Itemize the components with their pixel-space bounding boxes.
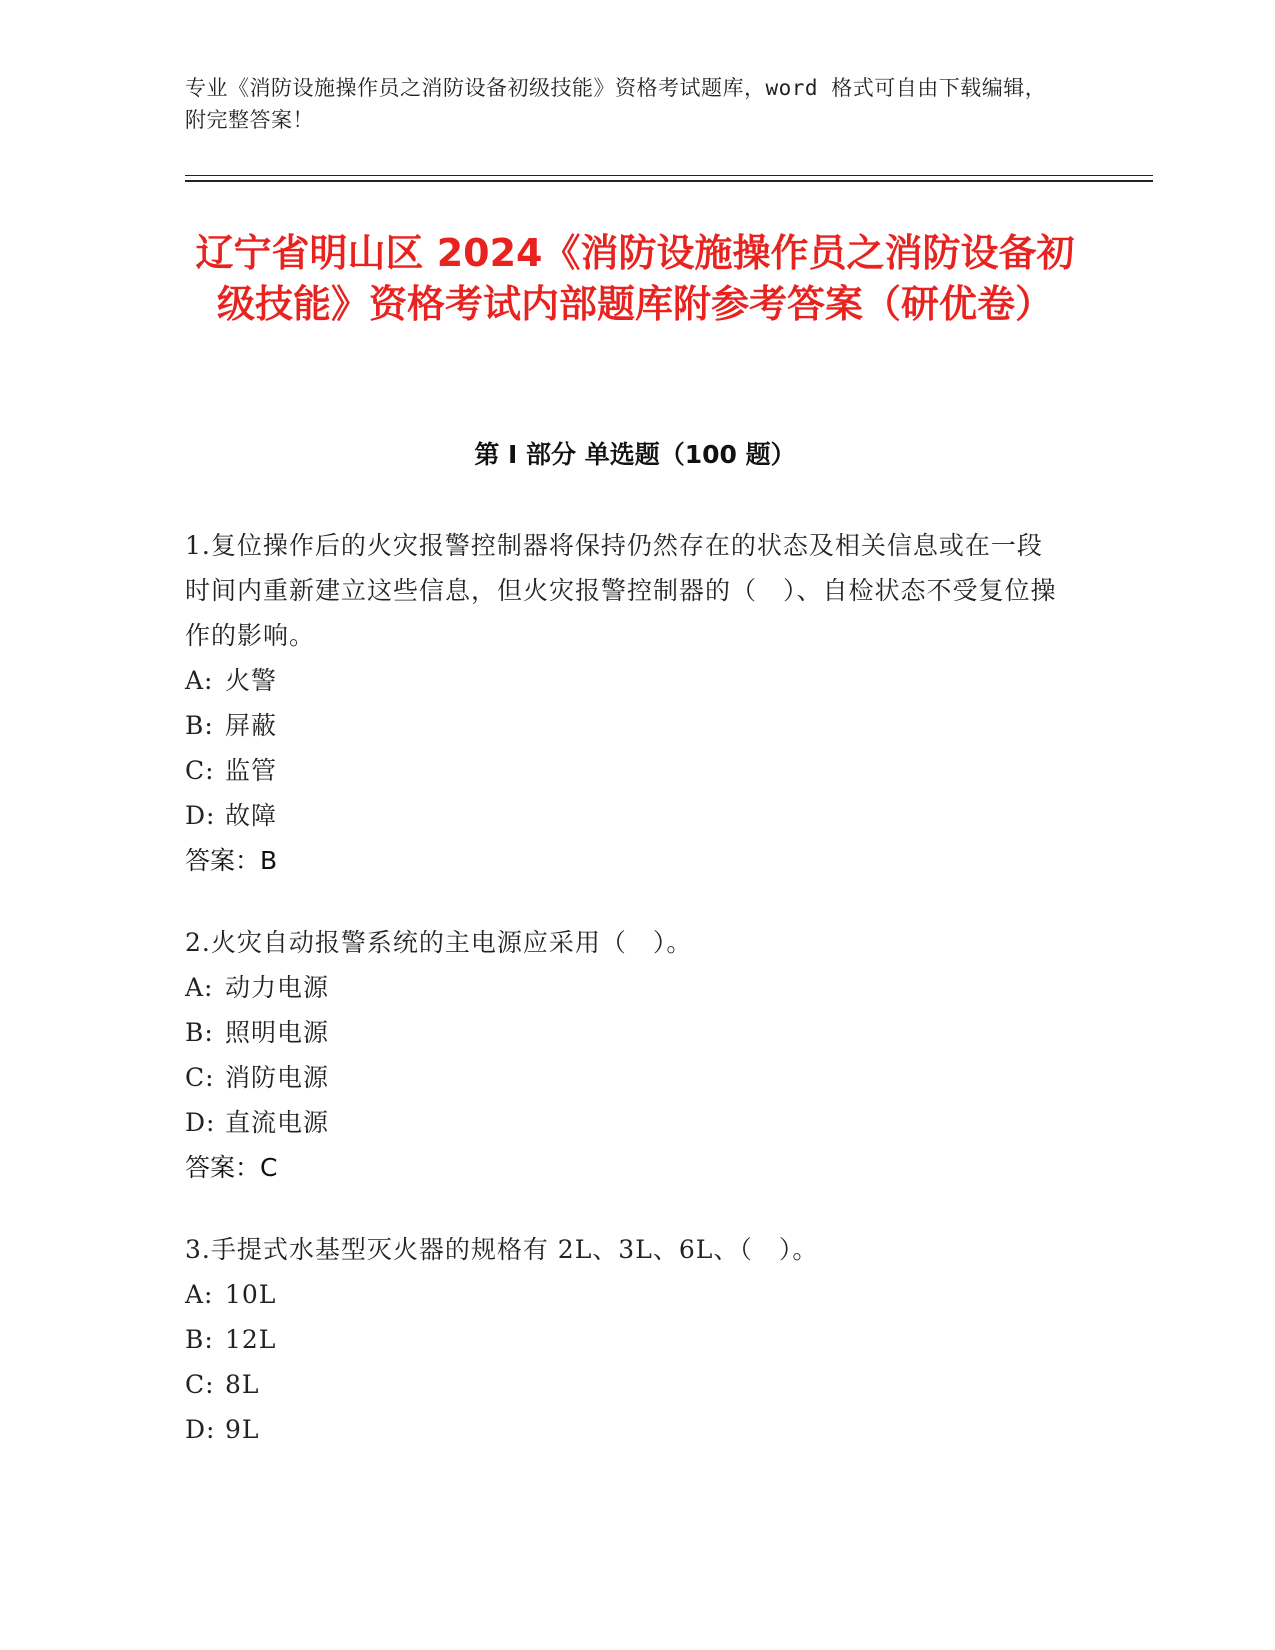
option-a (185, 965, 1065, 1010)
option-key: A: (185, 1280, 214, 1309)
option-key: D: (185, 1415, 216, 1444)
answer: 答案：C (185, 1153, 278, 1182)
option-text: 10L (225, 1280, 277, 1309)
option-text: 火警 (225, 666, 278, 695)
question-text: 2.火灾自动报警系统的主电源应采用（ ）。 (185, 928, 693, 957)
question-list (185, 523, 1065, 1489)
header-note: 专业《消防设施操作员之消防设备初级技能》资格考试题库，word 格式可自由下载编辑，附完整答案！ (185, 76, 1047, 132)
header-divider-thin (185, 175, 1153, 176)
option-text: 监管 (225, 756, 278, 785)
option-text: 动力电源 (225, 973, 330, 1002)
option-text: 12L (225, 1325, 277, 1354)
option-key: B: (185, 1018, 214, 1047)
document-title: 辽宁省明山区 2024《消防设施操作员之消防设备初级技能》资格考试内部题库附参考答案（研优卷） (195, 231, 1075, 326)
option-key: C: (185, 1063, 215, 1092)
option-key: C: (185, 1370, 215, 1399)
option-b (185, 1010, 1065, 1055)
option-d (185, 793, 1065, 838)
option-b (185, 703, 1065, 748)
option-key: B: (185, 1325, 214, 1354)
answer: 答案：B (185, 846, 278, 875)
option-key: A: (185, 973, 214, 1002)
option-c (185, 1055, 1065, 1100)
option-key: D: (185, 801, 216, 830)
question-text: 3.手提式水基型灭火器的规格有 2L、3L、6L、（ ）。 (185, 1235, 819, 1264)
option-d (185, 1100, 1065, 1145)
question-text: 1.复位操作后的火灾报警控制器将保持仍然存在的状态及相关信息或在一段时间内重新建立这些信息，但火灾报警控制器的（ ）、自检状态不受复位操作的影响。 (185, 531, 1057, 650)
option-key: A: (185, 666, 214, 695)
option-key: C: (185, 756, 215, 785)
option-text: 故障 (225, 801, 278, 830)
option-key: B: (185, 711, 214, 740)
option-b (185, 1317, 1065, 1362)
option-a (185, 1272, 1065, 1317)
option-c (185, 1362, 1065, 1407)
option-a (185, 658, 1065, 703)
option-text: 消防电源 (225, 1063, 330, 1092)
question-2 (185, 920, 1065, 1190)
question-1 (185, 523, 1065, 883)
option-c (185, 748, 1065, 793)
option-text: 9L (225, 1415, 260, 1444)
option-text: 直流电源 (225, 1108, 330, 1137)
header-divider-thick (185, 180, 1153, 182)
option-key: D: (185, 1108, 216, 1137)
question-3 (185, 1227, 1065, 1452)
option-text: 8L (225, 1370, 260, 1399)
option-d (185, 1407, 1065, 1452)
section-title: 第 I 部分 单选题（100 题） (474, 440, 796, 469)
option-text: 屏蔽 (225, 711, 278, 740)
option-text: 照明电源 (225, 1018, 330, 1047)
